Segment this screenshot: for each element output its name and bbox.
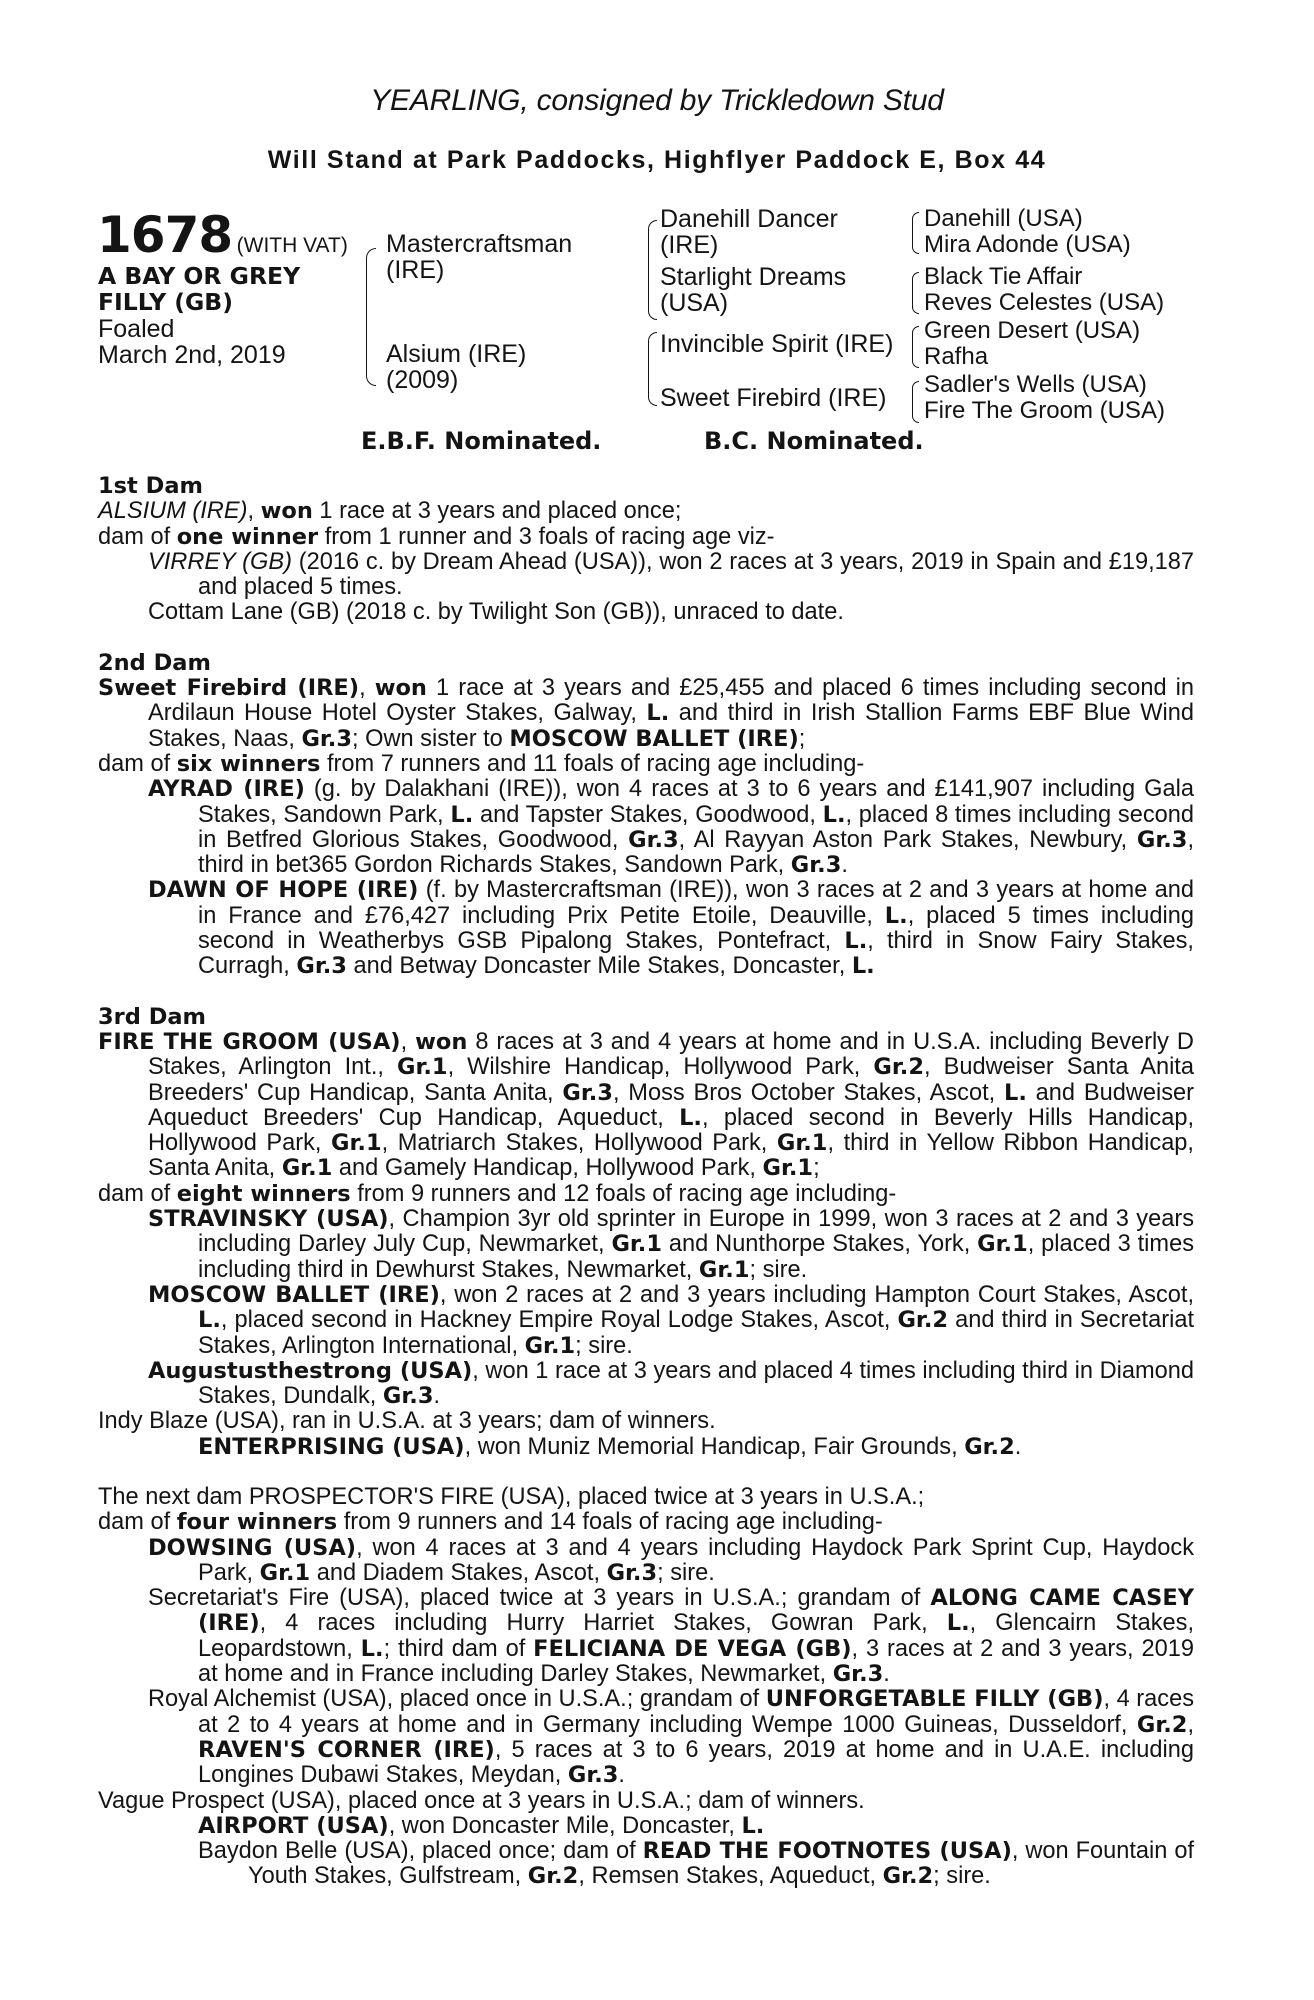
produce-entry: Augustusthestrong (USA), won 1 race at 3 years and placed 4 times including third in Diamond Stakes, Dundalk, Gr.3.	[148, 1357, 1194, 1410]
produce-entry: Vague Prospect (USA), placed once at 3 years in U.S.A.; dam of winners.	[98, 1787, 865, 1814]
ggp-name: Danehill (USA)	[924, 205, 1083, 232]
produce-entry: STRAVINSKY (USA), Champion 3yr old sprinter in Europe in 1999, won 3 races at 2 and 3 years including Darley July Cup, Newmarket, Gr.1 and Nunthorpe Stakes, York, Gr.1, placed 3 times including third in Dewhurst Stakes, Newmarket, Gr.1; sire.	[148, 1206, 1194, 1283]
ggp-group-2	[924, 264, 1164, 316]
pedigree-dam	[386, 341, 526, 393]
first-dam-entry: ALSIUM (IRE), won 1 race at 3 years and placed once;	[98, 498, 682, 525]
ggp-name: Reves Celestes (USA)	[924, 289, 1165, 316]
sire-name: Mastercraftsman	[386, 230, 573, 258]
foaled-date: March 2nd, 2019	[98, 341, 286, 369]
lot-number: 1678	[97, 206, 233, 264]
ggp-name: Fire The Groom (USA)	[924, 397, 1165, 424]
first-dam-produce-line: dam of one winner from 1 runner and 3 foals of racing age viz-	[98, 523, 775, 550]
ggp-name: Black Tie Affair	[924, 263, 1083, 290]
grand-produce-entry: ENTERPRISING (USA), won Muniz Memorial Handicap, Fair Grounds, Gr.2.	[198, 1433, 1022, 1460]
lot-desc-line-1: A BAY OR GREY	[98, 262, 301, 290]
ggp-brace-2	[912, 272, 919, 314]
third-dam-produce-line: dam of eight winners from 9 runners and 12 foals of racing age including-	[98, 1180, 897, 1207]
sire-dam-brace	[366, 248, 376, 386]
sire-dam-country: (USA)	[660, 289, 729, 317]
ggp-name: Green Desert (USA)	[924, 317, 1141, 344]
produce-entry: MOSCOW BALLET (IRE), won 2 races at 2 and 3 years including Hampton Court Stakes, Ascot, L., placed second in Hackney Empire Royal Lodge Stakes, Ascot, Gr.2 and third in Secretariat Stakes, Arlington International, Gr.1; sire.	[148, 1281, 1195, 1359]
sire-country: (IRE)	[386, 256, 445, 284]
third-dam-heading: 3rd Dam	[98, 1003, 206, 1030]
second-dam-heading: 2nd Dam	[98, 649, 211, 676]
third-dam-entry: FIRE THE GROOM (USA), won 8 races at 3 and 4 years at home and in U.S.A. including Beverly D Stakes, Arlington Int., Gr.1, Wilshire Handicap, Hollywood Park, Gr.2, Budweiser Santa Anita Breeders' Cup Handicap, Santa Anita, Gr.3, Moss Bros October Stakes, Ascot, L. and Budweiser Aqueduct Breeders' Cup Handicap, Aqueduct, L., placed second in Beverly Hills Handicap, Hollywood Park, Gr.1, Matriarch Stakes, Hollywood Park, Gr.1, third in Yellow Ribbon Handicap, Santa Anita, Gr.1 and Gamely Handicap, Hollywood Park, Gr.1;	[98, 1028, 1194, 1182]
sire-dam	[660, 264, 846, 316]
produce-entry: Royal Alchemist (USA), placed once in U.S.A.; grandam of UNFORGETABLE FILLY (GB), 4 races at 2 to 4 years at home and in Germany including Wempe 1000 Guineas, Dusseldorf, Gr.2, RAVEN'S CORNER (IRE), 5 races at 3 to 6 years, 2019 at home and in U.A.E. including Longines Dubawi Stakes, Meydan, Gr.3.	[148, 1686, 1194, 1789]
grand-produce-entry: Baydon Belle (USA), placed once; dam of READ THE FOOTNOTES (USA), won Fountain of Youth Stakes, Gulfstream, Gr.2, Remsen Stakes, Aqueduct, Gr.2; sire.	[198, 1838, 1194, 1890]
ggp-brace-1	[912, 212, 919, 254]
produce-entry: DOWSING (USA), won 4 races at 3 and 4 years including Haydock Park Sprint Cup, Haydock Park, Gr.1 and Diadem Stakes, Ascot, Gr.3; sire.	[148, 1534, 1194, 1586]
produce-entry: AYRAD (IRE) (g. by Dalakhani (IRE)), won 4 races at 3 to 6 years and £141,907 including Gala Stakes, Sandown Park, L. and Tapster Stakes, Goodwood, L., placed 8 times including second in Betfred Glorious Stakes, Goodwood, Gr.3, Al Rayyan Aston Park Stakes, Newbury, Gr.3, third in bet365 Gordon Richards Stakes, Sandown Park, Gr.3.	[148, 776, 1194, 879]
dam-sire: Invincible Spirit (IRE)	[660, 330, 894, 358]
sire-parents-brace	[648, 220, 657, 320]
sale-heading: YEARLING, consigned by Trickledown Stud	[370, 84, 944, 117]
vat-note: (WITH VAT)	[236, 234, 348, 257]
sire-sire-country: (IRE)	[660, 231, 719, 259]
bc-nomination: B.C. Nominated.	[704, 427, 924, 455]
lot-desc-line-2: FILLY (GB)	[98, 288, 233, 316]
ggp-name: Rafha	[924, 343, 989, 370]
ggp-group-3	[924, 318, 1140, 370]
produce-entry: Secretariat's Fire (USA), placed twice at 3 years in U.S.A.; grandam of ALONG CAME CASEY (IRE), 4 races including Hurry Harriet Stakes, Gowran Park, L., Glencairn Stakes, Leopardstown, L.; third dam of FELICIANA DE VEGA (GB), 3 races at 2 and 3 years, 2019 at home and in France including Darley Stakes, Newmarket, Gr.3.	[148, 1585, 1195, 1688]
sire-sire-name: Danehill Dancer	[660, 205, 838, 233]
dam-parents-brace	[648, 332, 657, 406]
foaled-block	[98, 316, 286, 368]
sire-dam-name: Starlight Dreams	[660, 263, 847, 291]
ggp-group-1	[924, 206, 1131, 258]
dam-name: Alsium (IRE)	[386, 340, 527, 368]
foaled-label: Foaled	[98, 315, 175, 343]
ggp-name: Sadler's Wells (USA)	[924, 371, 1147, 398]
produce-entry: VIRREY (GB) (2016 c. by Dream Ahead (USA)), won 2 races at 3 years, 2019 in Spain and £19,187 and placed 5 times.	[148, 548, 1194, 601]
sire-sire	[660, 206, 838, 258]
produce-entry: Indy Blaze (USA), ran in U.S.A. at 3 years; dam of winners.	[98, 1408, 716, 1435]
second-dam-entry: Sweet Firebird (IRE), won 1 race at 3 years and £25,455 and placed 6 times including second in Ardilaun House Hotel Oyster Stakes, Galway, L. and third in Irish Stallion Farms EBF Blue Wind Stakes, Naas, Gr.3; Own sister to MOSCOW BALLET (IRE);	[98, 675, 1194, 752]
next-dam-produce-line: dam of four winners from 9 runners and 14 foals of racing age including-	[98, 1509, 883, 1536]
produce-entry: DAWN OF HOPE (IRE) (f. by Mastercraftsman (IRE)), won 3 races at 2 and 3 years at home and in France and £76,427 including Prix Petite Etoile, Deauville, L., placed 5 times including second in Weatherbys GSB Pipalong Stakes, Pontefract, L., third in Snow Fairy Stakes, Curragh, Gr.3 and Betway Doncaster Mile Stakes, Doncaster, L.	[148, 877, 1194, 980]
stand-location: Will Stand at Park Paddocks, Highflyer Paddock E, Box 44	[267, 146, 1047, 174]
next-dam-entry: The next dam PROSPECTOR'S FIRE (USA), placed twice at 3 years in U.S.A.;	[98, 1483, 925, 1510]
catalogue-text	[98, 474, 1194, 1890]
lot-description	[98, 263, 300, 315]
grand-produce-entry: AIRPORT (USA), won Doncaster Mile, Doncaster, L.	[198, 1812, 765, 1839]
ggp-name: Mira Adonde (USA)	[924, 231, 1131, 258]
ebf-nomination: E.B.F. Nominated.	[361, 427, 602, 455]
second-dam-produce-line: dam of six winners from 7 runners and 11 foals of racing age including-	[98, 750, 865, 777]
ggp-group-4	[924, 372, 1165, 424]
ggp-brace-3	[912, 326, 919, 368]
dam-dam: Sweet Firebird (IRE)	[660, 384, 887, 412]
ggp-brace-4	[912, 381, 919, 423]
first-dam-heading: 1st Dam	[98, 473, 203, 499]
dam-year: (2009)	[386, 366, 459, 394]
lot-number-line	[97, 206, 348, 264]
produce-entry: Cottam Lane (GB) (2018 c. by Twilight Son (GB)), unraced to date.	[148, 599, 844, 626]
pedigree-sire	[386, 231, 572, 283]
